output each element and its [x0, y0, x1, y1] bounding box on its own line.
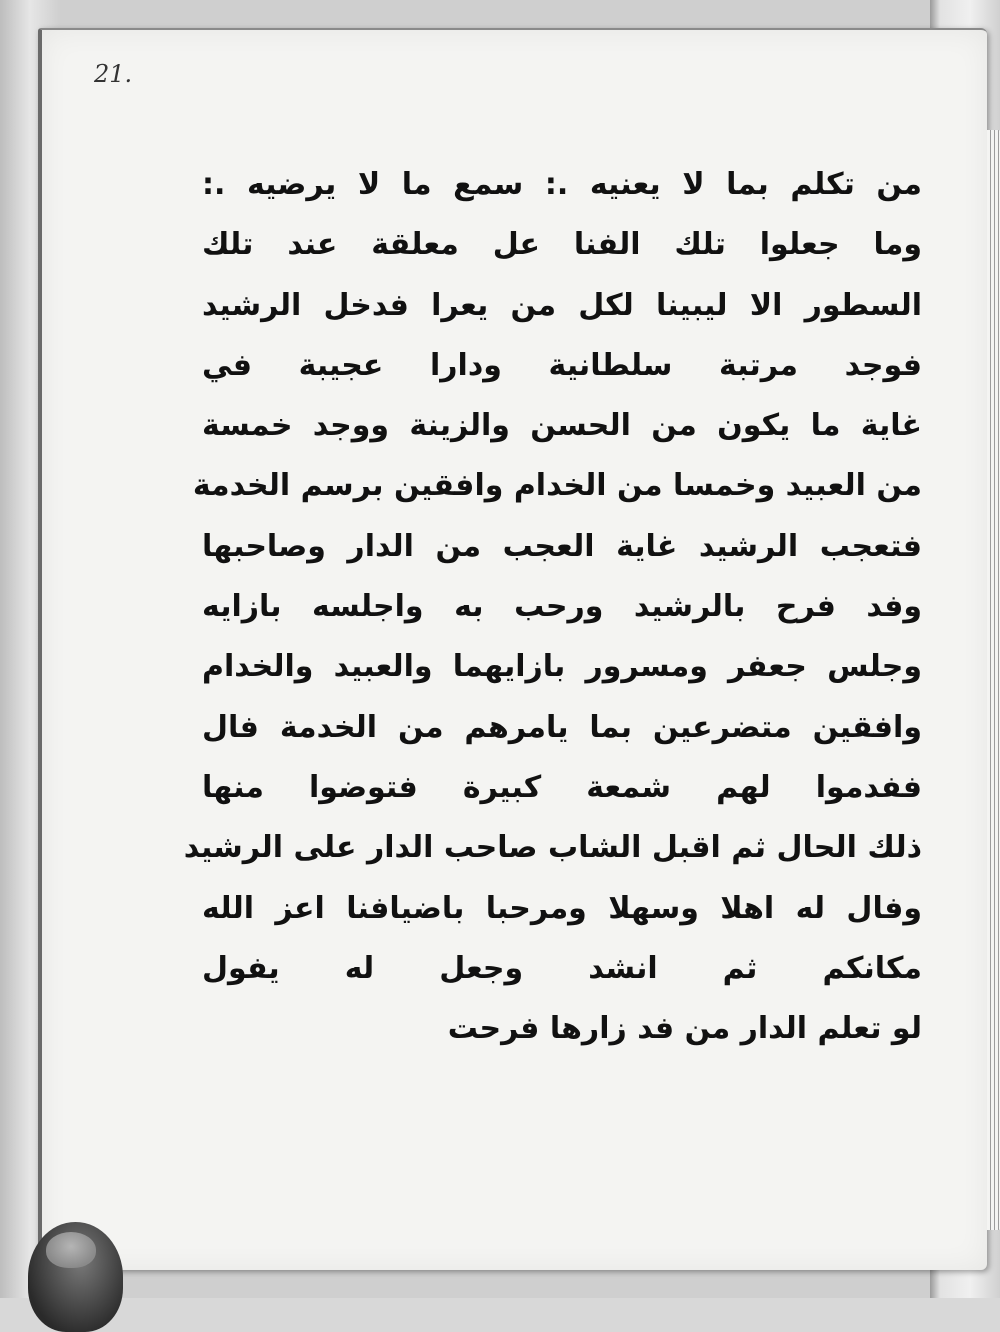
manuscript-page	[38, 28, 987, 1270]
text-line-3: السطور الا ليبينا لكل من يعرا فدخل الرشيد	[202, 287, 922, 323]
text-line-1: من تكلم بما لا يعنيه .: سمع ما لا يرضيه .:	[202, 167, 922, 202]
text-line-8: وفد فرح بالرشيد ورحب به واجلسه بازايه	[202, 589, 922, 625]
text-line-15: لو تعلم الدار من فد زارها فرحت	[447, 1011, 922, 1047]
text-line-9: وجلس جعفر ومسرور بازايهما والعبيد والخدام	[202, 649, 922, 685]
manuscript-text-block	[183, 155, 922, 1059]
text-line-7: فتعجب الرشيد غاية العجب من الدار وصاحبها	[202, 528, 922, 564]
page-stack-edge	[987, 130, 1000, 1230]
text-line-4: فوجد مرتبة سلطانية ودارا عجيبة في	[202, 347, 922, 383]
text-line-5: غاية ما يكون من الحسن والزينة ووجد خمسة	[202, 408, 922, 444]
text-line-6: من العبيد وخمسا من الخدام وافقين برسم الخدمة	[192, 468, 922, 504]
text-line-12: ذلك الحال ثم اقبل الشاب صاحب الدار على الرشيد	[183, 830, 922, 866]
text-line-2: وما جعلوا تلك الفنا عل معلقة عند تلك	[202, 227, 922, 263]
text-line-11: ففدموا لهم شمعة كبيرة فتوضوا منها	[202, 769, 922, 805]
thumbnail-highlight	[46, 1232, 96, 1268]
text-line-13: وفال له اهلا وسهلا ومرحبا باضيافنا اعز الله	[202, 890, 922, 926]
text-line-14: مكانكم ثم انشد وجعل له يفول	[202, 950, 922, 986]
folio-number: 21.	[94, 60, 133, 88]
text-line-10: وافقين متضرعين بما يامرهم من الخدمة فال	[202, 709, 922, 745]
